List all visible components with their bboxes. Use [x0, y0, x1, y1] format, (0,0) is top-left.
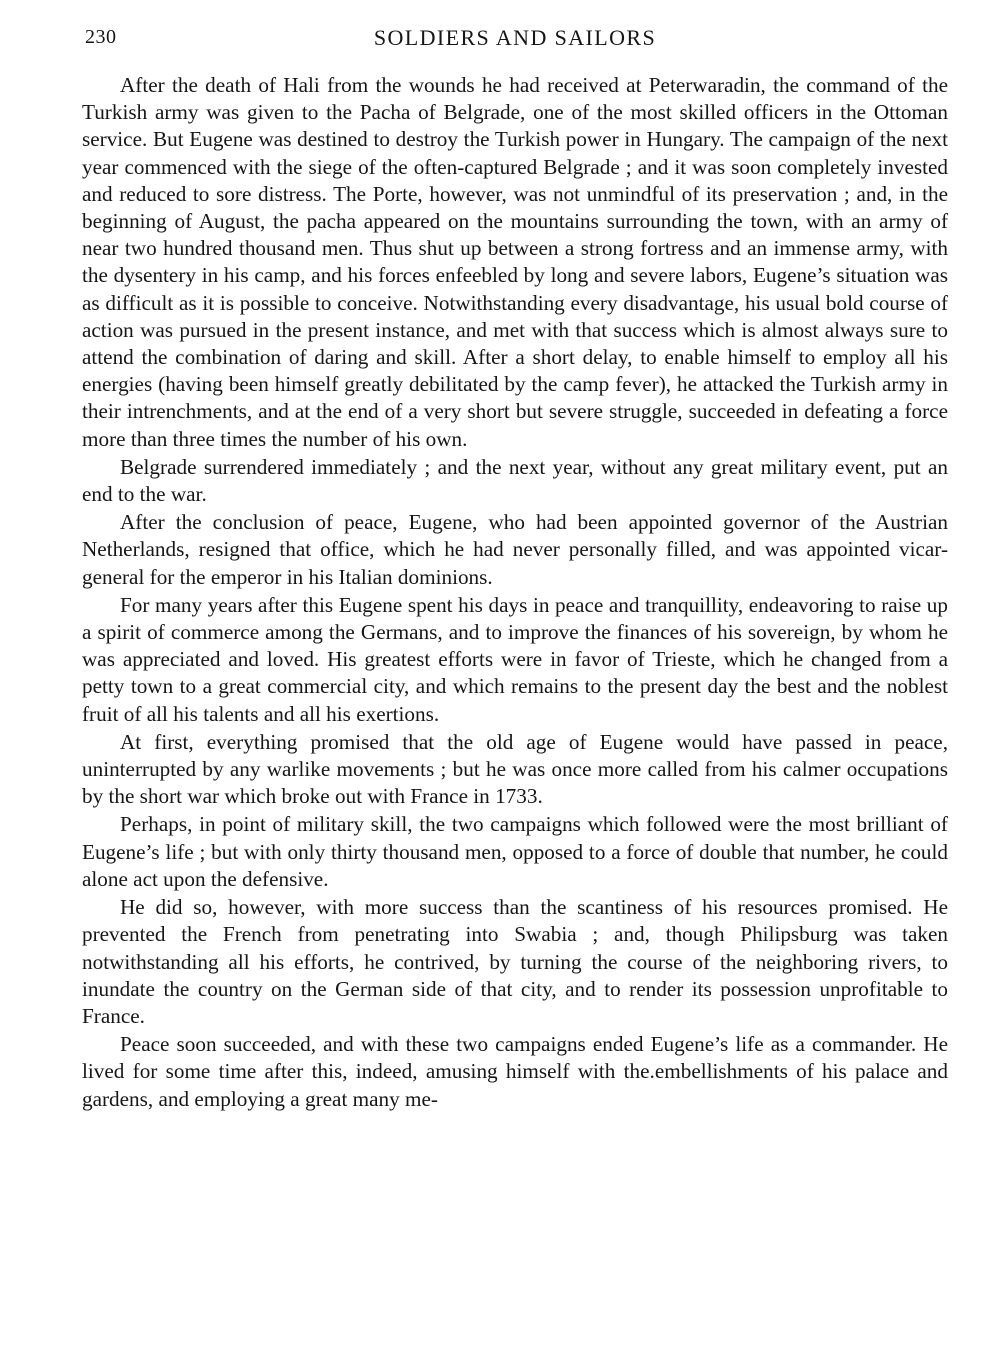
book-page	[82, 22, 948, 1114]
paragraph-years-of-peace: For many years after this Eugene spent his days in peace and tranquillity, endeavoring to raise up a spirit of commerce among the Germans, and to improve the finances of his sovereign, by whom he was appreciated and loved. His greatest efforts were in favor of Trieste, which he changed from a petty town to a great commercial city, and which remains to the present day the best and the noblest fruit of all his talents and all his exertions.	[82, 592, 948, 726]
running-title: SOLDIERS AND SAILORS	[373, 25, 657, 50]
paragraph-end-of-career: Peace soon succeeded, and with these two campaigns ended Eugene’s life as a commander. He lived for some time after this, indeed, amusing himself with the.embellishments of his palace and gardens, and employing a great many me-	[82, 1032, 948, 1111]
paragraph-brilliant-campaigns: Perhaps, in point of military skill, the two campaigns which followed were the most brilliant of Eugene’s life ; but with only thirty thousand men, opposed to a force of double that number, he could alone act upon the defensive.	[82, 812, 948, 891]
page-header	[82, 22, 948, 52]
paragraph-hali-death: After the death of Hali from the wounds he had received at Peterwaradin, the command of the Turkish army was given to the Pacha of Belgrade, one of the most skilled officers in the Ottoman service. But Eugene was destined to destroy the Turkish power in Hungary. The campaign of the next year commenced with the siege of the often-captured Belgrade ; and it was soon completely invested and reduced to sore distress. The Porte, however, was not unmindful of its preservation ; and, in the beginning of August, the pacha appeared on the mountains surrounding the town, with an army of near two hundred thousand men. Thus shut up between a strong fortress and an immense army, with the dysentery in his camp, and his forces enfeebled by long and severe labors, Eugene’s situation was as difficult as it is possible to conceive. Notwithstanding every disadvantage, his usual bold course of action was pursued in the present instance, and met with that success which is almost always sure to attend the combination of daring and skill. After a short delay, to enable himself to employ all his energies (having been himself greatly debilitated by the camp fever), he attacked the Turkish army in their intrenchments, and at the end of a very short but severe struggle, succeeded in defeating a force more than three times the number of his own.	[82, 73, 948, 451]
page-number: 230	[85, 26, 117, 48]
paragraph-belgrade-surrender: Belgrade surrendered immediately ; and the next year, without any great military event, put an end to the war.	[82, 454, 948, 507]
paragraph-conclusion-of-peace: After the conclusion of peace, Eugene, who had been appointed governor of the Austrian Netherlands, resigned that office, which he had never personally filled, and was appointed vicar-general for the emperor in his Italian dominions.	[82, 510, 948, 589]
body-text	[82, 72, 948, 1113]
paragraph-war-with-france: At first, everything promised that the old age of Eugene would have passed in peace, uninterrupted by any warlike movements ; but he was once more called from his calmer occupations by the short war which broke out with France in 1733.	[82, 729, 948, 809]
paragraph-defensive-success: He did so, however, with more success than the scantiness of his resources promised. He prevented the French from penetrating into Swabia ; and, though Philipsburg was taken notwithstanding all his efforts, he contrived, by turning the course of the neighboring rivers, to inundate the country on the German side of that city, and to render its possession unprofitable to France.	[82, 895, 948, 1028]
